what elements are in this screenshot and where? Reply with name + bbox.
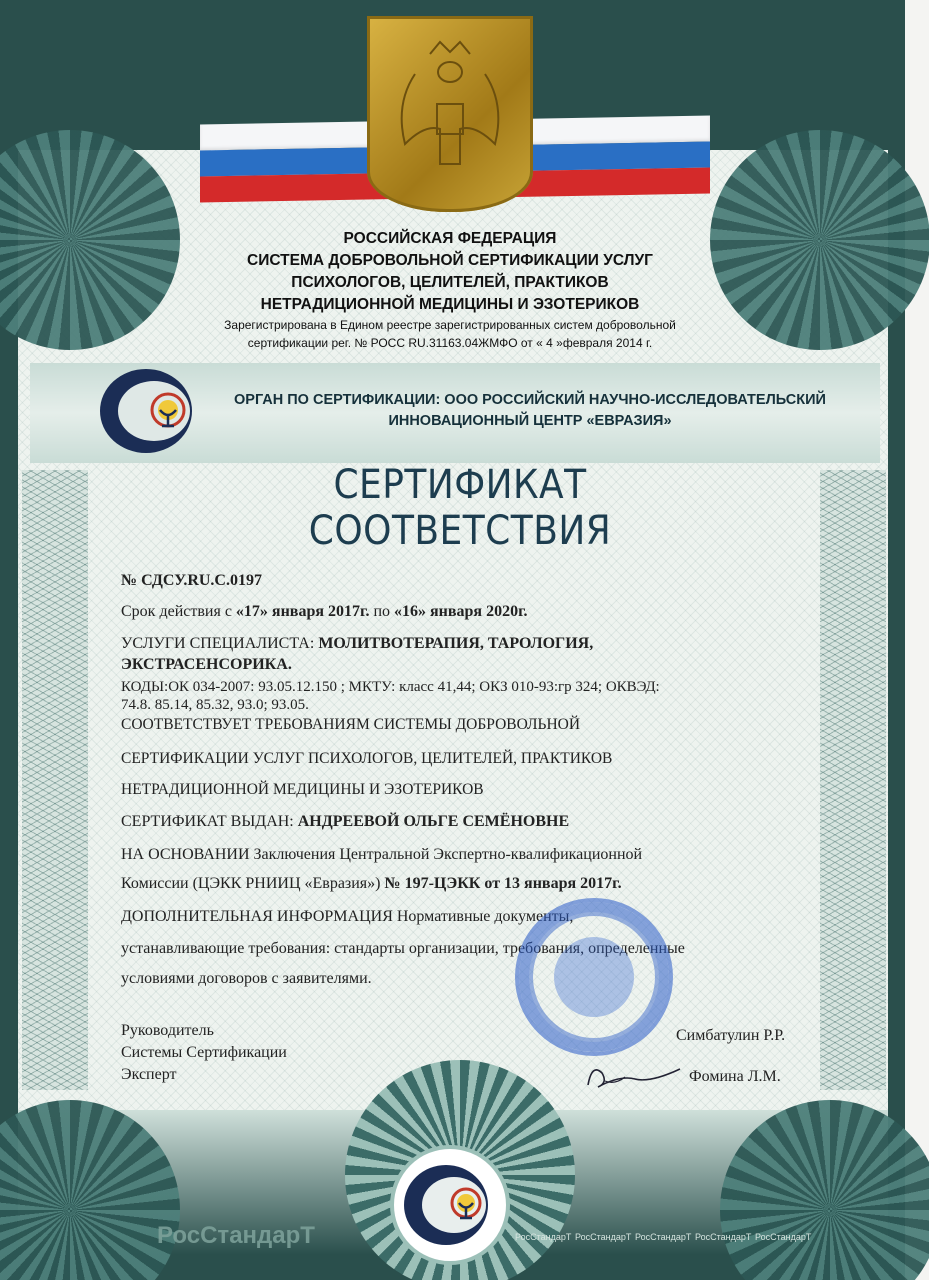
services-line-1 [121,635,593,653]
conformity-line: СЕРТИФИКАЦИИ УСЛУГ ПСИХОЛОГОВ, ЦЕЛИТЕЛЕЙ, ПРАКТИКОВ [121,750,613,767]
services-value: ЭКСТРАСЕНСОРИКА. [121,656,292,673]
basis-line: НА ОСНОВАНИИ Заключения Центральной Экспертно-квалификационной [121,846,643,863]
header-line: СИСТЕМА ДОБРОВОЛЬНОЙ СЕРТИФИКАЦИИ УСЛУГ [247,252,653,269]
handwritten-signature [580,1055,690,1095]
signatory-role: Эксперт [121,1066,177,1083]
ornament-border-right [820,470,886,1090]
rosstandart-microtext: РосСтандарТ [755,1232,812,1242]
header-line: ПСИХОЛОГОВ, ЦЕЛИТЕЛЕЙ, ПРАКТИКОВ [291,274,609,291]
services-label: УСЛУГИ СПЕЦИАЛИСТА: [121,635,319,652]
certificate-number: № СДСУ.RU.С.0197 [121,572,262,589]
rosstandart-microtext: РосСтандарТ [635,1232,692,1242]
basis-line-2 [121,875,622,893]
rosstandart-brand: РосСтандарТ [157,1222,315,1249]
codes-line: 74.8. 85.14, 85.32, 93.0; 93.05. [121,697,309,713]
additional-info-line: ДОПОЛНИТЕЛЬНАЯ ИНФОРМАЦИЯ Нормативные документы, [121,908,574,925]
signatory-name: Симбатулин Р.Р. [676,1027,786,1044]
additional-info-line: условиями договоров с заявителями. [121,970,372,987]
validity-prefix: Срок действия с [121,603,236,620]
signatory-role: Руководитель [121,1022,214,1039]
rosstandart-microtext: РосСтандарТ [515,1232,572,1242]
certification-body [230,390,830,432]
registration-line: сертификации рег. № РОСС RU.31163.04ЖМФО от « 4 »февраля 2014 г. [247,336,653,350]
services-value: МОЛИТВОТЕРАПИЯ, ТАРОЛОГИЯ, [318,635,594,652]
issued-to [121,813,569,831]
validity-from: «17» января 2017г. [235,603,370,620]
ornament-border-left [22,470,88,1090]
validity-to: «16» января 2020г. [394,603,528,620]
eurasia-footer-logo-icon [380,1145,520,1265]
issued-label: СЕРТИФИКАТ ВЫДАН: [121,813,298,830]
signatory-name: Фомина Л.М. [689,1068,781,1085]
basis-commission: Комиссии (ЦЭКК РНИИЦ «Евразия») [121,875,385,892]
certificate-header [150,228,750,352]
validity-mid: по [369,603,395,620]
official-stamp [515,898,673,1056]
validity-period [121,603,528,621]
conformity-line: НЕТРАДИЦИОННОЙ МЕДИЦИНЫ И ЭЗОТЕРИКОВ [121,781,484,798]
basis-conclusion-number: № 197-ЦЭКК от 13 января 2017г. [384,875,622,892]
organ-line: ОРГАН ПО СЕРТИФИКАЦИИ: ООО РОССИЙСКИЙ НАУЧНО-ИССЛЕДОВАТЕЛЬСКИЙ [234,392,826,408]
coat-of-arms-icon [367,16,533,212]
eurasia-logo-icon [96,366,196,456]
holder-name: АНДРЕЕВОЙ ОЛЬГЕ СЕМЁНОВНЕ [297,813,570,830]
registration-line: Зарегистрирована в Едином реестре зарегистрированных систем добровольной [224,318,676,332]
services-line-2 [121,656,292,674]
additional-info-line: устанавливающие требования: стандарты организации, требования, определенные [121,940,685,957]
signatory-role: Системы Сертификации [121,1044,287,1061]
organ-line: ИННОВАЦИОННЫЙ ЦЕНТР «ЕВРАЗИЯ» [388,413,672,429]
codes-line: КОДЫ:ОК 034-2007: 93.05.12.150 ; МКТУ: класс 41,44; ОКЗ 010-93:гр 324; ОКВЭД: [121,679,660,695]
header-line: НЕТРАДИЦИОННОЙ МЕДИЦИНЫ И ЭЗОТЕРИКОВ [260,296,640,313]
header-line: РОССИЙСКАЯ ФЕДЕРАЦИЯ [343,230,557,247]
rosstandart-microtext: РосСтандарТ [575,1232,632,1242]
rosstandart-microtext: РосСтандарТ [695,1232,752,1242]
certificate-title: СЕРТИФИКАТ СООТВЕТСТВИЯ [308,462,612,554]
conformity-line: СООТВЕТСТВУЕТ ТРЕБОВАНИЯМ СИСТЕМЫ ДОБРОВОЛЬНОЙ [121,716,581,733]
